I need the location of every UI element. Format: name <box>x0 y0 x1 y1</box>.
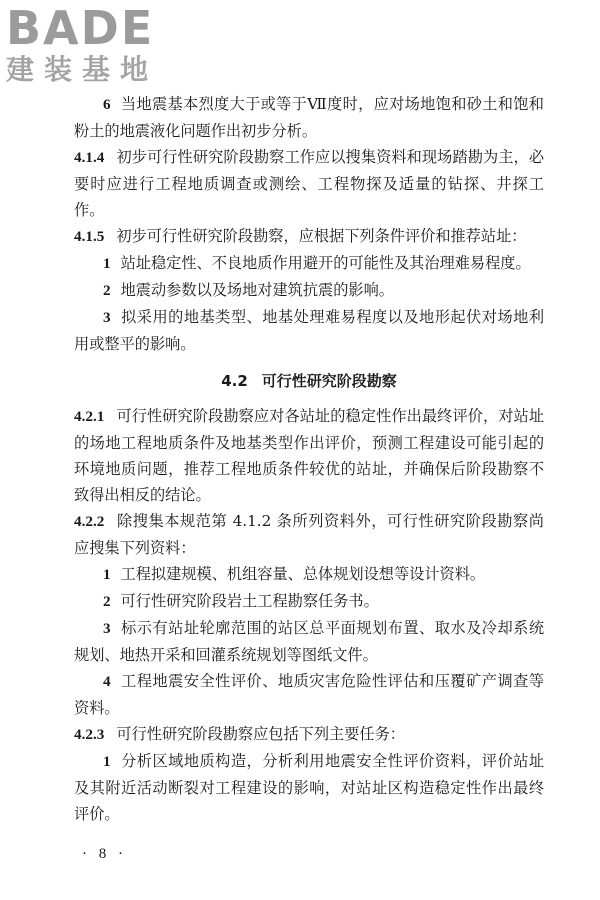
list-item <box>74 615 544 668</box>
item-text: 站址稳定性、不良地质作用避开的可能性及其治理难易程度。 <box>120 254 531 272</box>
clause-paragraph <box>74 403 544 508</box>
section-title: 可行性研究阶段勘察 <box>261 372 397 390</box>
item-number: 1 <box>103 753 111 770</box>
item-text: 标示有站址轮廓范围的站区总平面规划布置、取水及冷却系统规划、地热开采和回灌系统规划等图纸文件。 <box>74 619 544 664</box>
clause-paragraph <box>74 508 544 561</box>
item-text: 工程地震安全性评价、地质灾害危险性评估和压覆矿产调查等资料。 <box>74 672 544 717</box>
list-item <box>74 588 544 615</box>
list-item <box>74 250 544 277</box>
item-text: 可行性研究阶段岩土工程勘察任务书。 <box>120 592 379 610</box>
item-number: 1 <box>103 566 111 583</box>
list-item <box>74 304 544 357</box>
clause-paragraph <box>74 721 544 748</box>
clause-text: 除搜集本规范第 4.1.2 条所列资料外，可行性研究阶段勘察尚应搜集下列资料： <box>74 512 544 557</box>
clause-text: 可行性研究阶段勘察应对各站址的稳定性作出最终评价，对站址的场地工程地质条件及地基类型作出评价，预测工程建设可能引起的环境地质问题，推荐工程地质条件较优的站址，并确保后阶段勘察不致得出相反的结论。 <box>74 407 544 504</box>
clause-number: 4.2.1 <box>74 408 105 425</box>
item-number: 3 <box>103 309 111 326</box>
clause-text: 可行性研究阶段勘察应包括下列主要任务： <box>116 725 405 743</box>
item-number: 1 <box>103 255 111 272</box>
clause-paragraph <box>74 144 544 223</box>
item-number: 4 <box>103 673 111 690</box>
section-heading <box>74 368 544 394</box>
clause-number: 4.2.2 <box>74 513 105 530</box>
clause-paragraph <box>74 223 544 250</box>
item-text: 拟采用的地基类型、地基处理难易程度以及地形起伏对场地利用或整平的影响。 <box>74 308 544 353</box>
item-number: 2 <box>103 282 111 299</box>
list-item <box>74 561 544 588</box>
item-number: 2 <box>103 593 111 610</box>
clause-number: 4.2.3 <box>74 726 105 743</box>
list-item <box>74 748 544 827</box>
item-number: 6 <box>103 96 111 113</box>
clause-text: 初步可行性研究阶段勘察工作应以搜集资料和现场踏勘为主，必要时应进行工程地质调查或测绘、工程物探及适量的钻探、井探工作。 <box>74 148 544 219</box>
document-body <box>74 91 544 827</box>
page-number: · 8 · <box>82 846 127 862</box>
section-number: 4.2 <box>221 372 248 390</box>
item-text: 当地震基本烈度大于或等于Ⅶ度时，应对场地饱和砂土和饱和粉土的地震液化问题作出初步分析。 <box>74 95 544 140</box>
item-text: 分析区域地质构造，分析利用地震安全性评价资料，评价站址及其附近活动断裂对工程建设的影响，对站址区构造稳定性作出最终评价。 <box>74 752 544 823</box>
bade-watermark-logo <box>6 1 176 90</box>
watermark-latin-text: BADE <box>6 1 155 55</box>
list-item <box>74 277 544 304</box>
clause-number: 4.1.4 <box>74 149 105 166</box>
item-text: 地震动参数以及场地对建筑抗震的影响。 <box>120 281 394 299</box>
clause-number: 4.1.5 <box>74 228 105 245</box>
item-text: 工程拟建规模、机组容量、总体规划设想等设计资料。 <box>120 565 486 583</box>
watermark-cjk-text: 建装基地 <box>6 53 159 86</box>
item-number: 3 <box>103 620 111 637</box>
list-item <box>74 91 544 144</box>
clause-text: 初步可行性研究阶段勘察，应根据下列条件评价和推荐站址： <box>116 227 527 245</box>
list-item <box>74 668 544 721</box>
